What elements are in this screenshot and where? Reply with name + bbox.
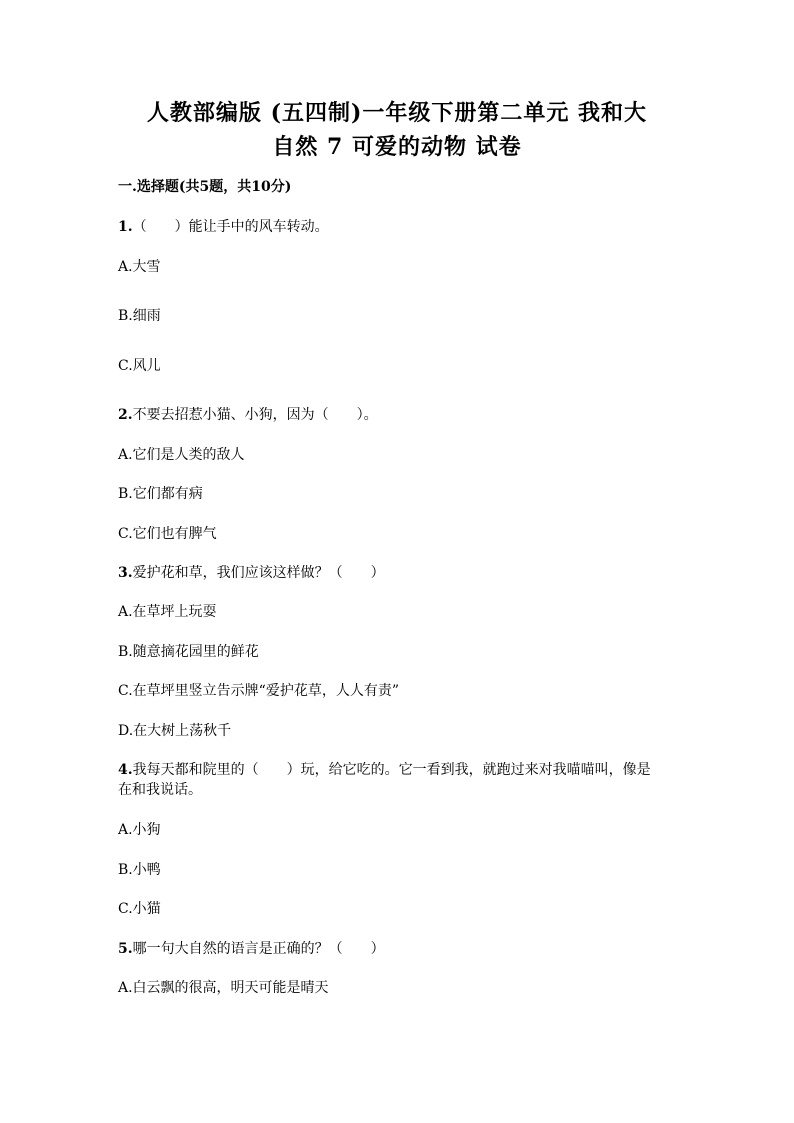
question-text: 爱护花和草，我们应该这样做？（ ） [132,565,385,581]
question-4-option-c: C.小猫 [118,901,161,917]
question-text: （ ）能让手中的风车转动。 [132,219,329,235]
section-heading: 一.选择题(共5题，共10分) [118,179,292,195]
question-5-option-a: A.白云飘的很高，明天可能是晴天 [118,980,329,996]
title-line-2: 自然 7 可爱的动物 试卷 [272,134,522,160]
question-3-option-b: B.随意摘花园里的鲜花 [118,644,259,660]
question-4-option-a: A.小狗 [118,822,161,838]
question-2-stem [118,405,678,425]
question-number: 2. [118,407,133,423]
question-1-option-b: B.细雨 [118,308,161,324]
question-text: 我每天都和院里的（ ）玩，给它吃的。它一看到我，就跑过来对我喵喵叫，像是在和我说话。 [118,762,651,798]
question-number: 1. [118,219,133,235]
question-1-stem [118,217,678,237]
question-3-option-a: A.在草坪上玩耍 [118,604,217,620]
question-1-option-c: C.风儿 [118,358,161,374]
question-2-option-b: B.它们都有病 [118,486,203,502]
question-3-stem [118,563,678,583]
question-5-stem [118,939,678,959]
title-line-1: 人教部编版 (五四制)一年级下册第二单元 我和大 [146,100,648,126]
question-text: 不要去招惹小猫、小狗，因为（ ）。 [132,407,378,423]
question-1-option-a: A.大雪 [118,259,161,275]
question-text: 哪一句大自然的语言是正确的？（ ） [132,941,385,957]
page-title [100,96,694,164]
question-4-stem [118,760,663,800]
question-number: 4. [118,762,133,778]
question-4-option-b: B.小鸭 [118,862,161,878]
question-3-option-c: C.在草坪里竖立告示牌“爱护花草，人人有责” [118,683,399,699]
question-number: 5. [118,941,133,957]
question-number: 3. [118,565,133,581]
question-3-option-d: D.在大树上荡秋千 [118,723,232,739]
question-2-option-c: C.它们也有脾气 [118,526,217,542]
question-2-option-a: A.它们是人类的敌人 [118,447,245,463]
